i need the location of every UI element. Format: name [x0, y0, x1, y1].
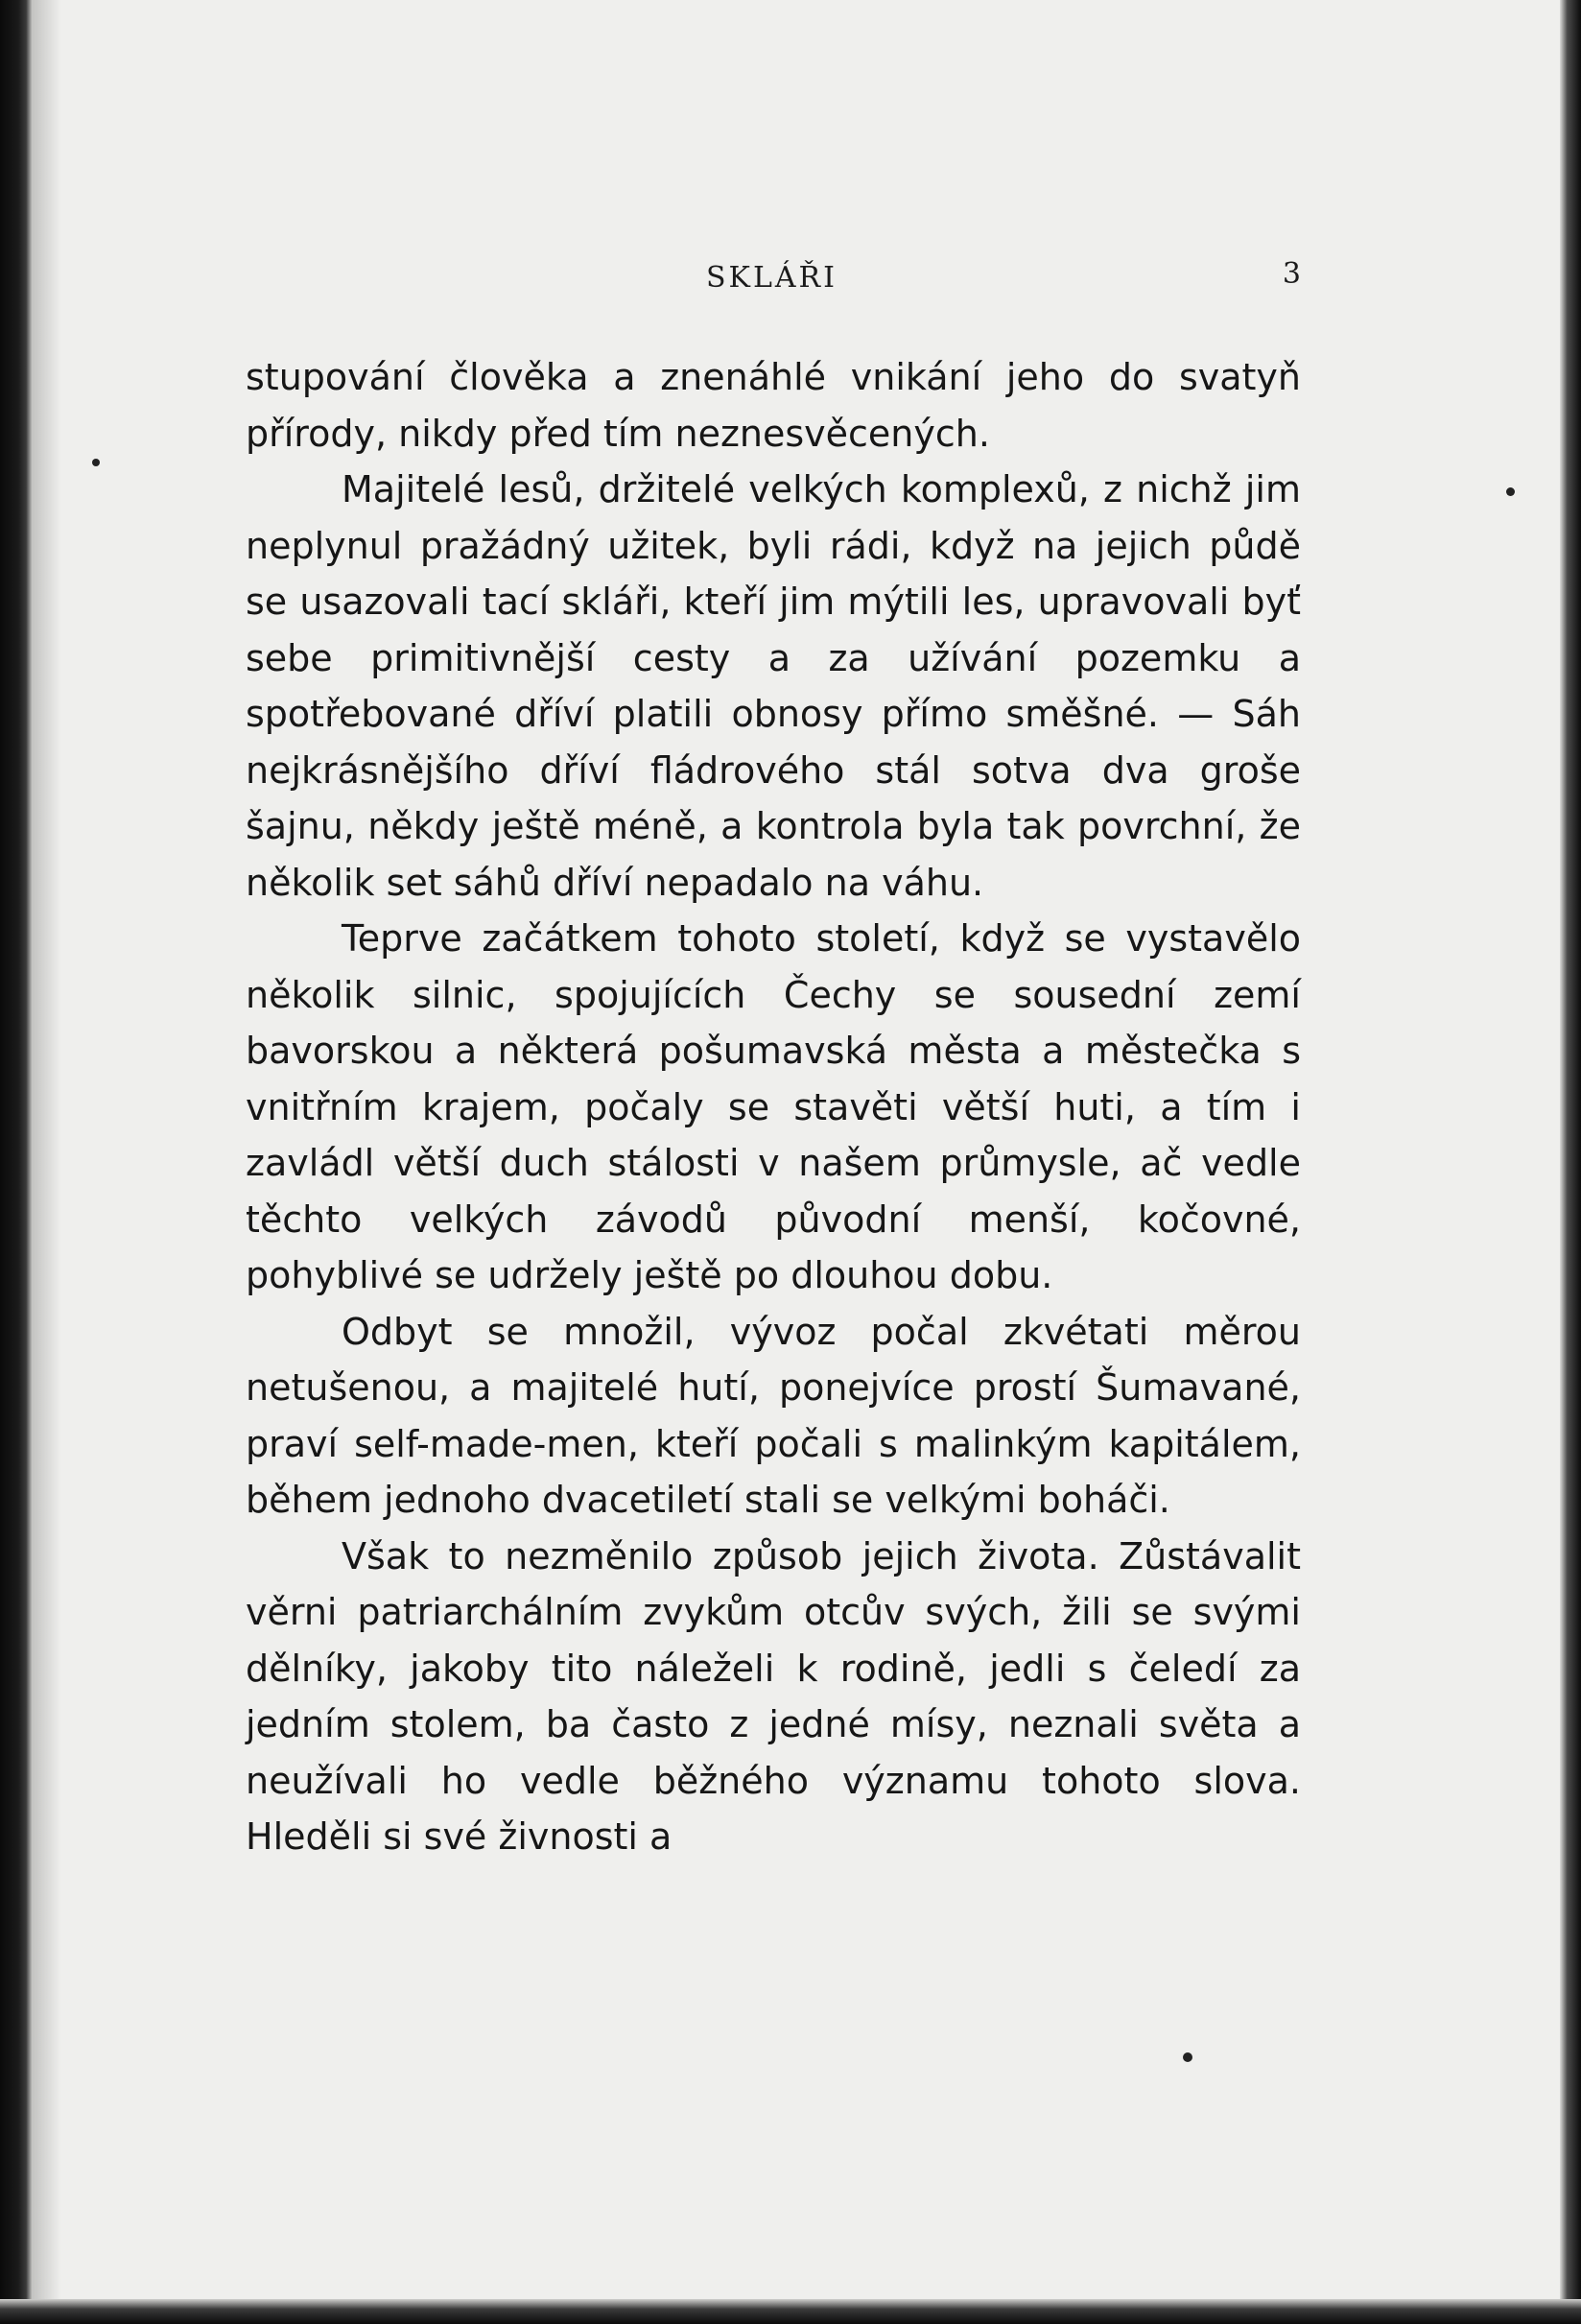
page-right-edge: [1560, 0, 1581, 2324]
paragraph: Teprve začátkem tohoto století, když se vystavělo několik silnic, spojujících Čechy se sousední zemí bavorskou a některá pošumavská města a městečka s vnitřním krajem, počaly se stavěti větší huti, a tím i zavládl větší duch stálosti v našem průmysle, ač vedle těchto velkých závodů původní menší, kočovné, pohyblivé se udržely ještě po dlouhou dobu.: [246, 917, 1301, 1296]
page-bottom-edge: [0, 2299, 1581, 2324]
page-number: 3: [1282, 257, 1301, 291]
running-header: [246, 257, 1301, 299]
print-speck: [1506, 487, 1515, 496]
paragraph: Majitelé lesů, držitelé velkých komplexů, z nichž jim neplynul pražádný užitek, byli rádi, když na jejich půdě se usazovali tací skláři, kteří jim mýtili les, upravovali byť sebe primitivnější cesty a za užívání pozemku a spotřebované dříví platili obnosy přímo směšné. — Sáh nejkrásnějšího dříví fládrového stál sotva dva groše šajnu, někdy ještě méně, a kontrola byla tak povrchní, že několik set sáhů dříví nepadalo na váhu.: [246, 468, 1301, 904]
paragraph: Odbyt se množil, vývoz počal zkvétati měrou netušenou, a majitelé hutí, ponejvíce prostí Šumavané, praví self-made-men, kteří počali s malinkým kapitálem, během jednoho dvacetiletí stali se velkými boháči.: [246, 1310, 1301, 1521]
print-speck: [1183, 2052, 1192, 2062]
paragraph-continuation: stupování člověka a znenáhlé vnikání jeho do svatyň přírody, nikdy před tím neznesvěcených.: [246, 356, 1301, 455]
book-spine-shadow: [0, 0, 33, 2324]
gutter-shadow: [33, 0, 61, 2324]
running-title: SKLÁŘI: [706, 261, 838, 295]
paragraph: Však to nezměnilo způsob jejich života. Zůstávalit věrni patriarchálním zvykům otcův svých, žili se svými dělníky, jakoby tito náleželi k rodině, jedli s čeledí za jedním stolem, ba často z jedné mísy, neznali světa a neužívali ho vedle běžného významu tohoto slova. Hleděli si své živnosti a: [246, 1534, 1301, 1858]
body-text: [246, 349, 1301, 1865]
print-speck: [92, 459, 100, 466]
